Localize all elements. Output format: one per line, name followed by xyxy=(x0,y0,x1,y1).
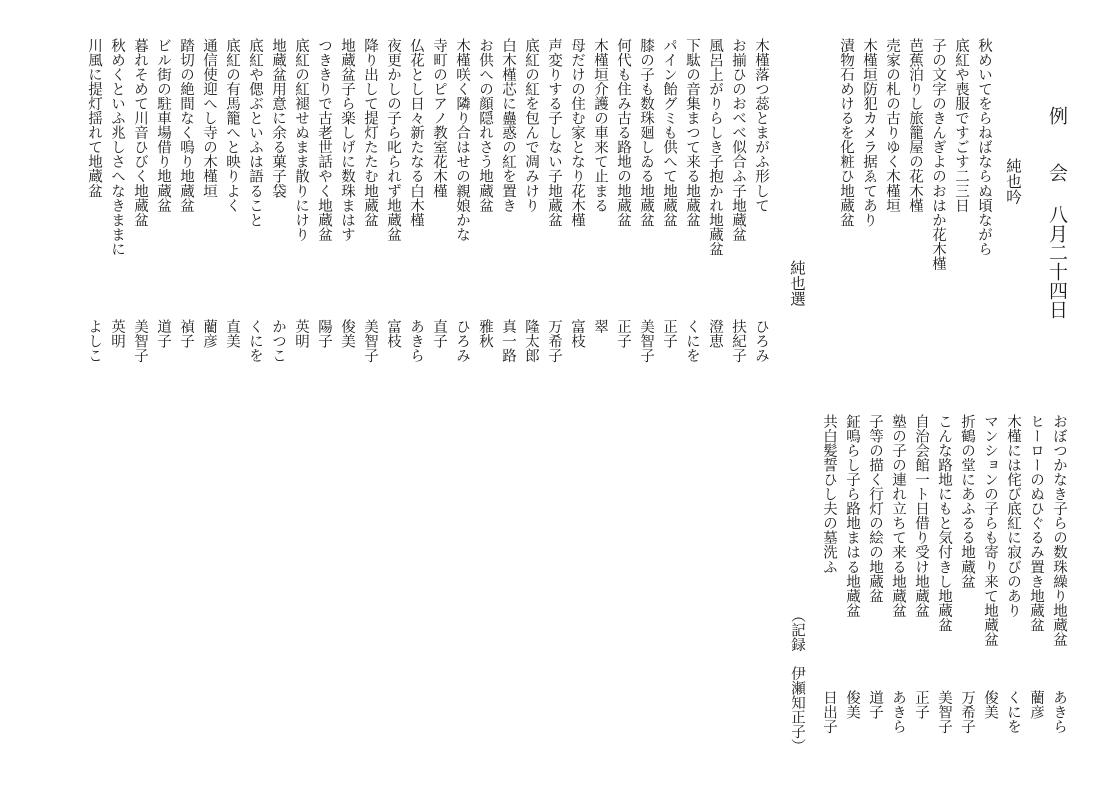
section2-poem: 降り出して提灯たたむ地蔵盆 xyxy=(362,38,378,228)
section2-author: 富枝 xyxy=(385,319,401,349)
section2-author: 正子 xyxy=(661,319,677,349)
section3-author: 俊美 xyxy=(982,690,998,720)
section2-poem: お揃ひのおべべ似合ふ子地蔵盆 xyxy=(730,38,746,242)
section2-poem: 底紅の紅を包んで凋みけり xyxy=(523,38,539,213)
section3-author: 正子 xyxy=(913,690,929,720)
section3-author: 俊美 xyxy=(844,690,860,720)
section2-author: 禎子 xyxy=(178,319,194,349)
section3-author: 日出子 xyxy=(821,690,837,734)
section1-poem: 漬物石めけるを化粧ひ地蔵盆 xyxy=(838,38,854,228)
section2-author: 直美 xyxy=(224,319,240,349)
section3-author: あきら xyxy=(1051,690,1067,734)
section2-poem: 暮れそめて川音ひびく地蔵盆 xyxy=(132,38,148,228)
section2-author: よしこ xyxy=(86,319,102,363)
section2-poem: つききりで古老世話やく地蔵盆 xyxy=(316,38,332,242)
section2-author: 英明 xyxy=(293,319,309,349)
section2-poem: 風呂上がりらしき子抱かれ地蔵盆 xyxy=(707,38,723,257)
section2-author: 隆太郎 xyxy=(523,319,539,363)
section2-author: あきら xyxy=(408,319,424,363)
section3-poem: 木槿には侘び底紅に寂びのあり xyxy=(1005,414,1021,618)
section2-poem: 地蔵盆子ら楽しげに数珠まはす xyxy=(339,38,355,242)
section3-author: 美智子 xyxy=(936,690,952,734)
section3-poem: 折鶴の堂にあふるる地蔵盆 xyxy=(959,414,975,589)
section2-poem: 地蔵盆用意に余る菓子袋 xyxy=(270,38,286,199)
section2-poem: お供への顔隠れさう地蔵盆 xyxy=(477,38,493,213)
section3-poem: 自治会館一ト日借り受け地蔵盆 xyxy=(913,414,929,618)
section2-author: 富枝 xyxy=(569,319,585,349)
section1-poem: 秋めいてをらねばならぬ頃ながら xyxy=(976,38,992,257)
section2-poem: パイン飴グミも供へて地蔵盆 xyxy=(661,38,677,228)
section2-author: ひろみ xyxy=(753,319,769,363)
section2-poem: 仏花とし日々新たなる白木槿 xyxy=(408,38,424,228)
section2-author: 直子 xyxy=(431,319,447,349)
section2-poem: 秋めくといふ兆しさへなきままに xyxy=(109,38,125,257)
section2-author: かつこ xyxy=(270,319,286,363)
section1-poem: 子の文字のきんぎよのおはか花木槿 xyxy=(930,38,946,271)
section2-author: 美智子 xyxy=(132,319,148,363)
section3-poem: マンションの子らも寄り来て地蔵盆 xyxy=(982,414,998,647)
section3-author: 藺彦 xyxy=(1028,690,1044,720)
section2-poem: 踏切の絶間なく鳴り地蔵盆 xyxy=(178,38,194,213)
section2-author: 陽子 xyxy=(316,319,332,349)
section2-poem: 声変りする子しない子地蔵盆 xyxy=(546,38,562,228)
section3-poem: ヒーローのぬひぐるみ置き地蔵盆 xyxy=(1028,414,1044,633)
section1-heading: 純也吟 xyxy=(1004,158,1022,205)
section2-poem: 母だけの住む家となり花木槿 xyxy=(569,38,585,228)
section2-poem: ビル街の駐車場借り地蔵盆 xyxy=(155,38,171,213)
section3-author: あきら xyxy=(890,690,906,734)
record-note: （記録 伊瀬知正子） xyxy=(789,608,805,754)
section3-poem: 塾の子の連れ立ちて来る地蔵盆 xyxy=(890,414,906,618)
document-title: 例 会 xyxy=(1046,106,1068,182)
section2-author: 扶紀子 xyxy=(730,319,746,363)
section2-poem: 底紅の紅褪せぬまま散りにけり xyxy=(293,38,309,242)
section3-poem: 鉦鳴らし子ら路地まはる地蔵盆 xyxy=(844,414,860,618)
section2-author: 道子 xyxy=(155,319,171,349)
section1-poem: 木槿垣防犯カメラ据ゑてあり xyxy=(861,38,877,228)
section1-poem: 売家の札の古りゆく木槿垣 xyxy=(884,38,900,213)
section2-poem: 底紅の有馬籠へと映りよく xyxy=(224,38,240,213)
section2-author: ひろみ xyxy=(454,319,470,363)
section3-author: くにを xyxy=(1005,690,1021,734)
section2-poem: 膝の子も数珠廻しゐる地蔵盆 xyxy=(638,38,654,228)
section2-poem: 寺町のピアノ教室花木槿 xyxy=(431,38,447,199)
section2-author: 英明 xyxy=(109,319,125,349)
section2-author: 美智子 xyxy=(638,319,654,363)
section2-author: 澄恵 xyxy=(707,319,723,349)
section2-author: 正子 xyxy=(615,319,631,349)
section2-author: 翠 xyxy=(592,319,608,334)
section2-author: 藺彦 xyxy=(201,319,217,349)
section2-author: 俊美 xyxy=(339,319,355,349)
section3-author: 道子 xyxy=(867,690,883,720)
section2-author: くにを xyxy=(247,319,263,363)
section1-poem: 芭蕉泊りし旅籠屋の花木槿 xyxy=(907,38,923,213)
section2-heading: 純也選 xyxy=(788,260,806,307)
section2-author: 真一路 xyxy=(500,319,516,363)
section2-poem: 夜更かしの子ら叱られず地蔵盆 xyxy=(385,38,401,242)
section3-poem: 子等の描く行灯の絵の地蔵盆 xyxy=(867,414,883,604)
section2-author: 雅秋 xyxy=(477,319,493,349)
section2-poem: 何代も住み古る路地の地蔵盆 xyxy=(615,38,631,228)
section2-author: 美智子 xyxy=(362,319,378,363)
section2-poem: 白木槿芯に蠱惑の紅を置き xyxy=(500,38,516,213)
section3-author: 万希子 xyxy=(959,690,975,734)
section1-poem: 底紅や喪服ですごす二三日 xyxy=(953,38,969,213)
section2-poem: 底紅や偲ぶといふは語ること xyxy=(247,38,263,228)
document-date: 八月二十四日 xyxy=(1046,205,1068,319)
section2-poem: 木槿落つ蕊とまがふ形して xyxy=(753,38,769,213)
section2-poem: 下駄の音集まつて来る地蔵盆 xyxy=(684,38,700,228)
section3-poem: こんな路地にもと気付きし地蔵盆 xyxy=(936,414,952,633)
section3-poem: 共白髪誓ひし夫の墓洗ふ xyxy=(821,414,837,575)
section2-author: 万希子 xyxy=(546,319,562,363)
section3-poem: おぼつかなき子らの数珠繰り地蔵盆 xyxy=(1051,414,1067,647)
section2-poem: 木槿咲く隣り合はせの親娘かな xyxy=(454,38,470,242)
section2-poem: 川風に提灯揺れて地蔵盆 xyxy=(86,38,102,199)
section2-poem: 木槿垣介護の車来て止まる xyxy=(592,38,608,213)
section2-author: くにを xyxy=(684,319,700,363)
section2-poem: 通信使迎へし寺の木槿垣 xyxy=(201,38,217,199)
